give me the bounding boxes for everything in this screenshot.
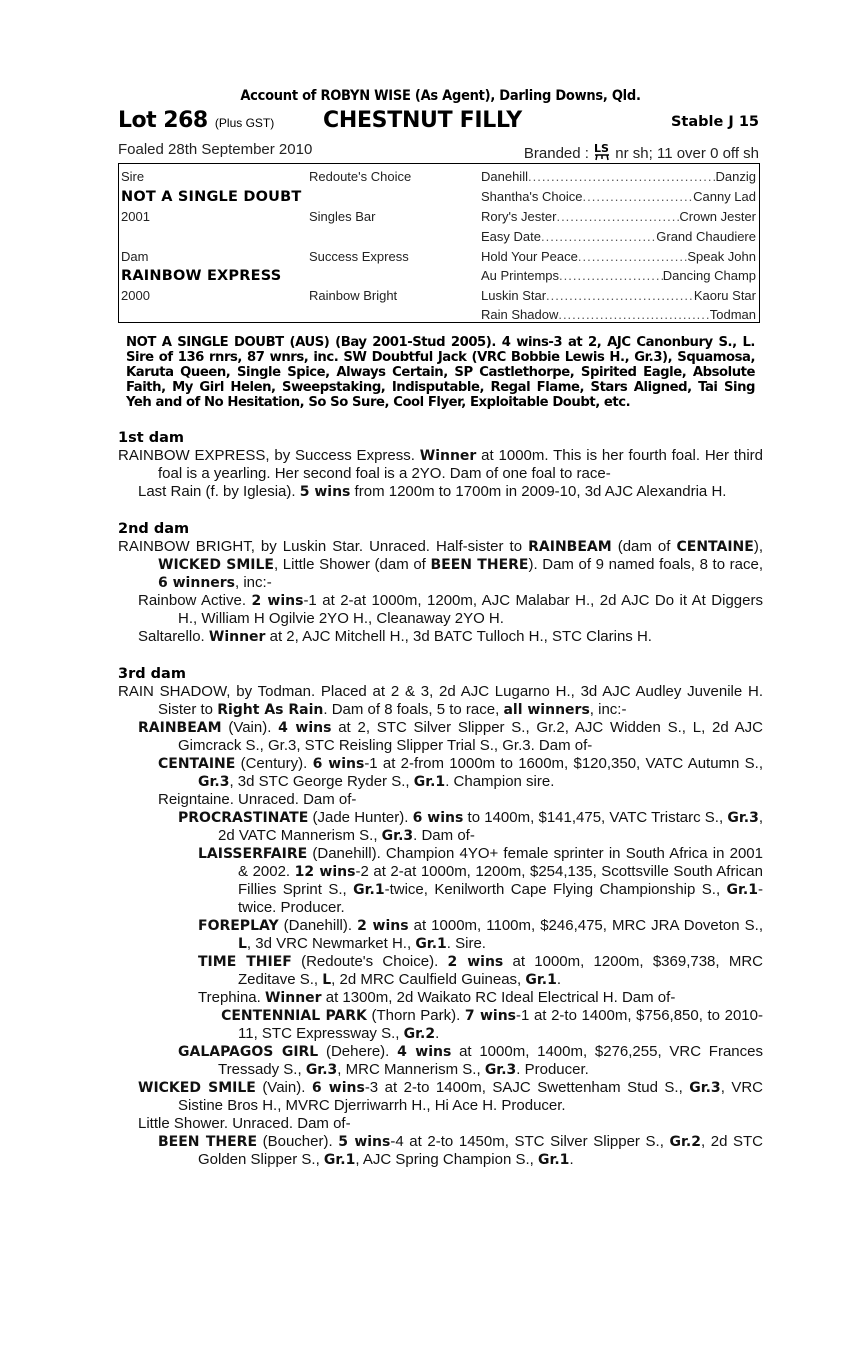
pedigree-entry: WICKED SMILE (Vain). 6 wins-3 at 2-to 1400m, SAJC Swettenham Stud S., Gr.3, VRC Sistine Bros H., MVRC Djerriwarrh H., Hi Ace H. Producer. bbox=[138, 1079, 763, 1114]
foaling-line bbox=[118, 138, 763, 163]
pedigree-entry: CENTENNIAL PARK (Thorn Park). 7 wins-1 at 2-to 1400m, $756,850, to 2010-11, STC Expressway S., Gr.2. bbox=[221, 1007, 763, 1042]
pedigree-entry: RAINBEAM (Vain). 4 wins at 2, STC Silver Slipper S., Gr.2, AJC Widden S., L, 2d AJC Gimcrack S., Gr.3, STC Reisling Slipper Trial S., Gr.3. Dam of- bbox=[138, 719, 763, 754]
horse-description: CHESTNUT FILLY bbox=[323, 108, 522, 133]
catalogue-page bbox=[118, 88, 763, 1169]
pedigree-entry: BEEN THERE (Boucher). 5 wins-4 at 2-to 1450m, STC Silver Slipper S., Gr.2, 2d STC Golden Slipper S., Gr.1, AJC Spring Champion S., Gr.1. bbox=[158, 1133, 764, 1168]
dam-section bbox=[118, 666, 763, 1169]
pedigree-entry: Trephina. Winner at 1300m, 2d Waikato RC Ideal Electrical H. Dam of- bbox=[198, 989, 676, 1006]
pedigree-entry: PROCRASTINATE (Jade Hunter). 6 wins to 1400m, $141,475, VATC Tristarc S., Gr.3, 2d VATC Mannerism S., Gr.3. Dam of- bbox=[178, 809, 763, 844]
section-title: 3rd dam bbox=[118, 666, 186, 682]
pedigree-entry: Saltarello. Winner at 2, AJC Mitchell H., 3d BATC Tulloch H., STC Clarins H. bbox=[138, 628, 652, 645]
pedigree-entry: CENTAINE (Century). 6 wins-1 at 2-from 1000m to 1600m, $120,350, VATC Autumn S., Gr.3, 3d STC George Ryder S., Gr.1. Champion sire. bbox=[158, 755, 763, 790]
pedigree-entry: LAISSERFAIRE (Danehill). Champion 4YO+ female sprinter in South Africa in 2001 & 2002. 12 wins-2 at 2-at 1000m, 1200m, $254,135, Scottsville South African Fillies Sprint S., Gr.1-twice, Kenilworth Cape Flying Championship S., Gr.1-twice. Producer. bbox=[198, 845, 763, 916]
dam-label: Dam bbox=[121, 249, 149, 264]
pedigree-table bbox=[118, 163, 760, 323]
sire-dam: Singles Bar bbox=[309, 209, 376, 224]
grandparent-row: Au Printemps ..... Dancing Champ bbox=[481, 268, 756, 283]
dam-year: 2000 bbox=[121, 288, 150, 303]
grandparent-row: Hold Your Peace ..... Speak John bbox=[481, 249, 756, 264]
dam-section bbox=[118, 430, 763, 501]
section-title: 1st dam bbox=[118, 430, 184, 446]
dam-sections bbox=[118, 430, 763, 1169]
pedigree-entry: RAIN SHADOW, by Todman. Placed at 2 & 3, 2d AJC Lugarno H., 3d AJC Audley Juvenile H. Sister to Right As Rain. Dam of 8 foals, 5 to race, all winners, inc:- bbox=[118, 683, 763, 718]
pedigree-entry: FOREPLAY (Danehill). 2 wins at 1000m, 1100m, $246,475, MRC JRA Doveton S., L, 3d VRC Newmarket H., Gr.1. Sire. bbox=[198, 917, 763, 952]
pedigree-entry: Last Rain (f. by Iglesia). 5 wins from 1200m to 1700m in 2009-10, 3d AJC Alexandria H. bbox=[138, 483, 727, 500]
sire-year: 2001 bbox=[121, 209, 150, 224]
gst-note: (Plus GST) bbox=[214, 116, 275, 130]
foaled-date: Foaled 28th September 2010 bbox=[118, 141, 313, 158]
sire-label: Sire bbox=[121, 169, 145, 184]
sire-name: NOT A SINGLE DOUBT bbox=[121, 189, 302, 205]
sire-summary: NOT A SINGLE DOUBT (AUS) (Bay 2001-Stud 2005). 4 wins-3 at 2, AJC Canonbury S., L. Sire of 136 rnrs, 87 wnrs, inc. SW Doubtful Jack (VRC Bobbie Lewis H., Gr.3), Squamosa, Karuta Queen, Single Spice, Always Certain, SP Castlethorpe, Spirited Eagle, Absolute Faith, My Girl Helen, Sweepstaking, Indisputable, Regal Flame, Stars Aligned, Tai Sing Yeh and of No Hesitation, So So Sure, Cool Flyer, Exploitable Doubt, etc. bbox=[126, 335, 755, 410]
pedigree-entry: RAINBOW EXPRESS, by Success Express. Winner at 1000m. This is her fourth foal. Her third foal is a yearling. Her second foal is a 2YO. Dam of one foal to race- bbox=[118, 447, 764, 482]
grandparent-row: Shantha's Choice ..... Canny Lad bbox=[481, 189, 756, 204]
grandparent-row: Rory's Jester ..... Crown Jester bbox=[481, 209, 756, 224]
pedigree-entry: Rainbow Active. 2 wins-1 at 2-at 1000m, 1200m, AJC Malabar H., 2d AJC Do it At Diggers H., William H Ogilvie 2YO H., Cleanaway 2YO H. bbox=[138, 592, 763, 627]
lot-number: Lot 268 (Plus GST) bbox=[118, 108, 275, 133]
vendor-account: Account of ROBYN WISE (As Agent), Darling Downs, Qld. bbox=[240, 88, 641, 104]
pedigree-entry: GALAPAGOS GIRL (Dehere). 4 wins at 1000m, 1400m, $276,255, VRC Frances Tressady S., Gr.3, MRC Mannerism S., Gr.3. Producer. bbox=[178, 1043, 763, 1078]
brand-mark-icon bbox=[593, 141, 611, 161]
stable-number: Stable J 15 bbox=[670, 114, 759, 130]
pedigree-entry: RAINBOW BRIGHT, by Luskin Star. Unraced. Half-sister to RAINBEAM (dam of CENTAINE), WICKED SMILE, Little Shower (dam of BEEN THERE). Dam of 9 named foals, 8 to race, 6 winners, inc:- bbox=[118, 538, 763, 591]
dam-section bbox=[118, 521, 763, 646]
dam-name: RAINBOW EXPRESS bbox=[121, 268, 282, 284]
grandparent-row: Easy Date ..... Grand Chaudiere bbox=[481, 229, 756, 244]
lot-header bbox=[118, 108, 763, 138]
svg-text:LS: LS bbox=[594, 142, 610, 155]
pedigree-entry: Reigntaine. Unraced. Dam of- bbox=[158, 791, 357, 808]
pedigree-entry: Little Shower. Unraced. Dam of- bbox=[138, 1115, 351, 1132]
dam-dam: Rainbow Bright bbox=[309, 288, 398, 303]
sire-sire: Redoute's Choice bbox=[309, 169, 412, 184]
grandparent-row: Rain Shadow ..... Todman bbox=[481, 307, 756, 322]
dam-sire: Success Express bbox=[309, 249, 409, 264]
section-title: 2nd dam bbox=[118, 521, 190, 537]
grandparent-row: Danehill ..... Danzig bbox=[481, 169, 756, 184]
brand-info: Branded : LS nr sh; 11 over 0 off sh bbox=[523, 142, 759, 162]
grandparent-row: Luskin Star ..... Kaoru Star bbox=[481, 288, 756, 303]
pedigree-entry: TIME THIEF (Redoute's Choice). 2 wins at 1000m, 1200m, $369,738, MRC Zeditave S., L, 2d MRC Caulfield Guineas, Gr.1. bbox=[198, 953, 763, 988]
